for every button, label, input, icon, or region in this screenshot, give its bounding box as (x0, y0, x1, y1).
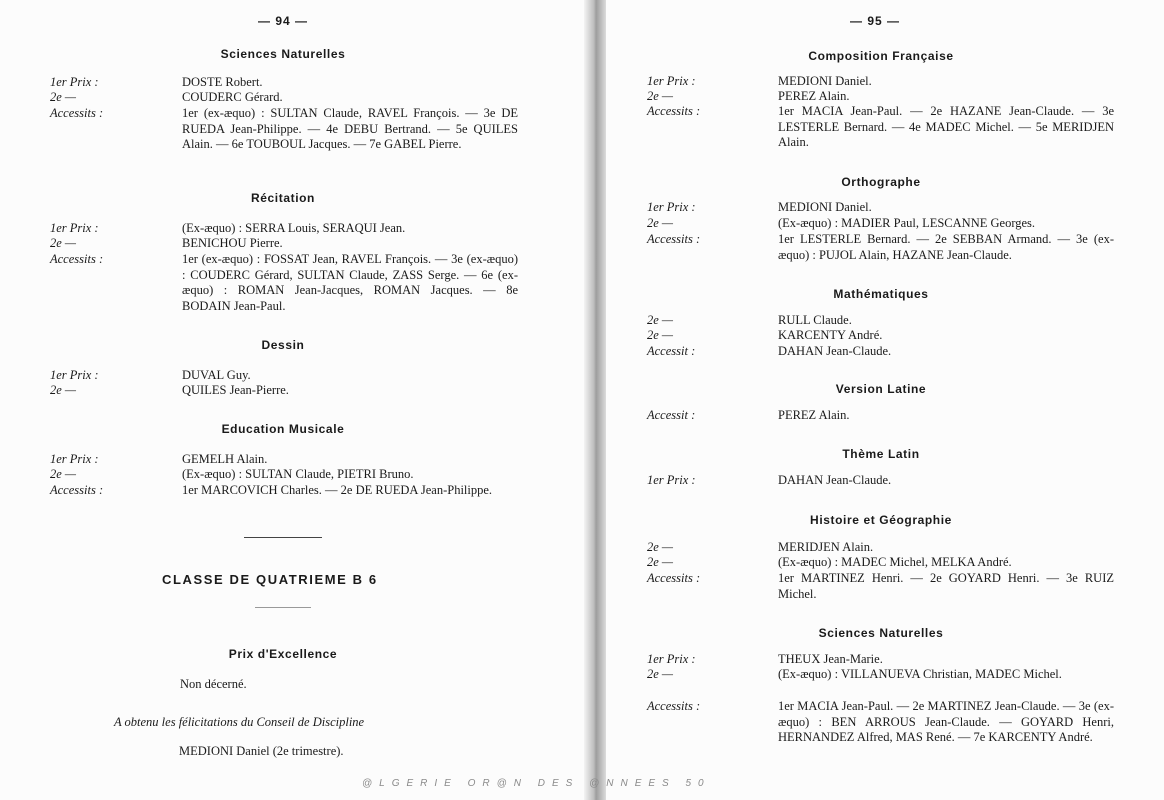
separator-rule (244, 537, 322, 538)
row-label: 2e — (50, 383, 77, 397)
row-value: (Ex-æquo) : MADEC Michel, MELKA André. (778, 555, 1012, 569)
row-label: 2e — (647, 555, 674, 569)
row-value: (Ex-æquo) : VILLANUEVA Christian, MADEC Michel. (778, 667, 1062, 681)
excellence-title: Prix d'Excellence (228, 647, 338, 661)
row-value: DAHAN Jean-Claude. (778, 473, 892, 487)
row-value: PEREZ Alain. (778, 89, 850, 103)
right-page-number: — 95 — (850, 14, 901, 28)
row-value: 1er MACIA Jean-Paul. — 2e MARTINEZ Jean-Claude. — 3e (ex-æquo) : BEN ARROUS Jean-Claude. — GOYARD Henri, HERNANDEZ Alfred, MAS René. — 7e KARCENTY André. (778, 699, 1114, 744)
right-section-title: Mathématiques (833, 287, 929, 301)
classe-title: CLASSE DE QUATRIEME B 6 (162, 572, 378, 587)
left-page-number: — 94 — (258, 14, 309, 28)
row-label: 2e — (50, 90, 77, 104)
row-value: 1er LESTERLE Bernard. — 2e SEBBAN Armand. — 3e (ex-æquo) : PUJOL Alain, HAZANE Jean-Claude. (778, 232, 1114, 262)
row-value: DAHAN Jean-Claude. (778, 344, 892, 358)
row-value: (Ex-æquo) : SULTAN Claude, PIETRI Bruno. (182, 467, 414, 481)
row-value: (Ex-æquo) : MADIER Paul, LESCANNE Georges. (778, 216, 1036, 230)
right-section-title: Version Latine (835, 382, 927, 396)
row-label: 1er Prix : (50, 75, 99, 89)
row-value: (Ex-æquo) : SERRA Louis, SERAQUI Jean. (182, 221, 406, 235)
right-section-title: Thème Latin (842, 447, 920, 461)
row-value: MERIDJEN Alain. (778, 540, 874, 554)
left-section-title: Sciences Naturelles (220, 47, 346, 61)
watermark: @LGERIE OR@N DES @NNEES 50 (362, 778, 711, 789)
row-value: THEUX Jean-Marie. (778, 652, 883, 666)
left-section-title: Récitation (250, 191, 315, 205)
felicitations-name: MEDIONI Daniel (2e trimestre). (179, 744, 344, 758)
row-label: 2e — (647, 328, 674, 342)
right-section-title: Composition Française (808, 49, 954, 63)
row-label: 1er Prix : (50, 221, 99, 235)
row-label: 1er Prix : (50, 452, 99, 466)
right-section-title: Orthographe (841, 175, 921, 189)
row-value: 1er MACIA Jean-Paul. — 2e HAZANE Jean-Claude. — 3e LESTERLE Bernard. — 4e MADEC Michel. — 5e MERIDJEN Alain. (778, 104, 1114, 149)
row-label: 1er Prix : (647, 473, 696, 487)
row-value: DOSTE Robert. (182, 75, 263, 89)
row-label: 2e — (647, 313, 674, 327)
row-label: Accessits : (647, 571, 701, 585)
row-label: 1er Prix : (647, 200, 696, 214)
row-value: GEMELH Alain. (182, 452, 268, 466)
row-label: Accessits : (647, 232, 701, 246)
right-section-title: Sciences Naturelles (818, 626, 944, 640)
row-label: Accessits : (50, 483, 104, 497)
row-label: 2e — (647, 89, 674, 103)
book-gutter (584, 0, 606, 800)
row-label: Accessits : (647, 104, 701, 118)
row-value: MEDIONI Daniel. (778, 200, 872, 214)
row-label: Accessit : (647, 408, 696, 422)
row-label: 1er Prix : (647, 74, 696, 88)
row-label: 1er Prix : (50, 368, 99, 382)
row-label: Accessits : (50, 106, 104, 120)
row-value: 1er (ex-æquo) : SULTAN Claude, RAVEL François. — 3e DE RUEDA Jean-Philippe. — 4e DEBU Bertrand. — 5e QUILES Alain. — 6e TOUBOUL Jacques. — 7e GABEL Pierre. (182, 106, 518, 151)
row-value: PEREZ Alain. (778, 408, 850, 422)
row-value: COUDERC Gérard. (182, 90, 283, 104)
row-label: Accessits : (50, 252, 104, 266)
row-label: 2e — (50, 467, 77, 481)
row-label: Accessits : (647, 699, 701, 713)
row-value: KARCENTY André. (778, 328, 883, 342)
row-label: 2e — (50, 236, 77, 250)
felicitations-note: A obtenu les félicitations du Conseil de Discipline (114, 715, 365, 729)
row-label: 2e — (647, 540, 674, 554)
left-section-title: Education Musicale (221, 422, 345, 436)
row-label: 1er Prix : (647, 652, 696, 666)
row-label: Accessit : (647, 344, 696, 358)
row-label: 2e — (647, 216, 674, 230)
separator-rule (255, 607, 311, 608)
left-section-title: Dessin (261, 338, 305, 352)
row-value: RULL Claude. (778, 313, 852, 327)
row-value: MEDIONI Daniel. (778, 74, 872, 88)
row-value: DUVAL Guy. (182, 368, 251, 382)
right-section-title: Histoire et Géographie (810, 513, 952, 527)
row-value: 1er MARCOVICH Charles. — 2e DE RUEDA Jean-Philippe. (182, 483, 493, 497)
row-value: 1er (ex-æquo) : FOSSAT Jean, RAVEL François. — 3e (ex-æquo) : COUDERC Gérard, SULTAN Claude, ZASS Serge. — 6e (ex-æquo) : ROMAN Jean-Jacques, ROMAN Jacques. — 8e BODAIN Jean-Paul. (182, 252, 518, 313)
excellence-value: Non décerné. (180, 677, 247, 691)
row-value: QUILES Jean-Pierre. (182, 383, 289, 397)
row-value: 1er MARTINEZ Henri. — 2e GOYARD Henri. — 3e RUIZ Michel. (778, 571, 1114, 601)
row-value: BENICHOU Pierre. (182, 236, 283, 250)
row-label: 2e — (647, 667, 674, 681)
